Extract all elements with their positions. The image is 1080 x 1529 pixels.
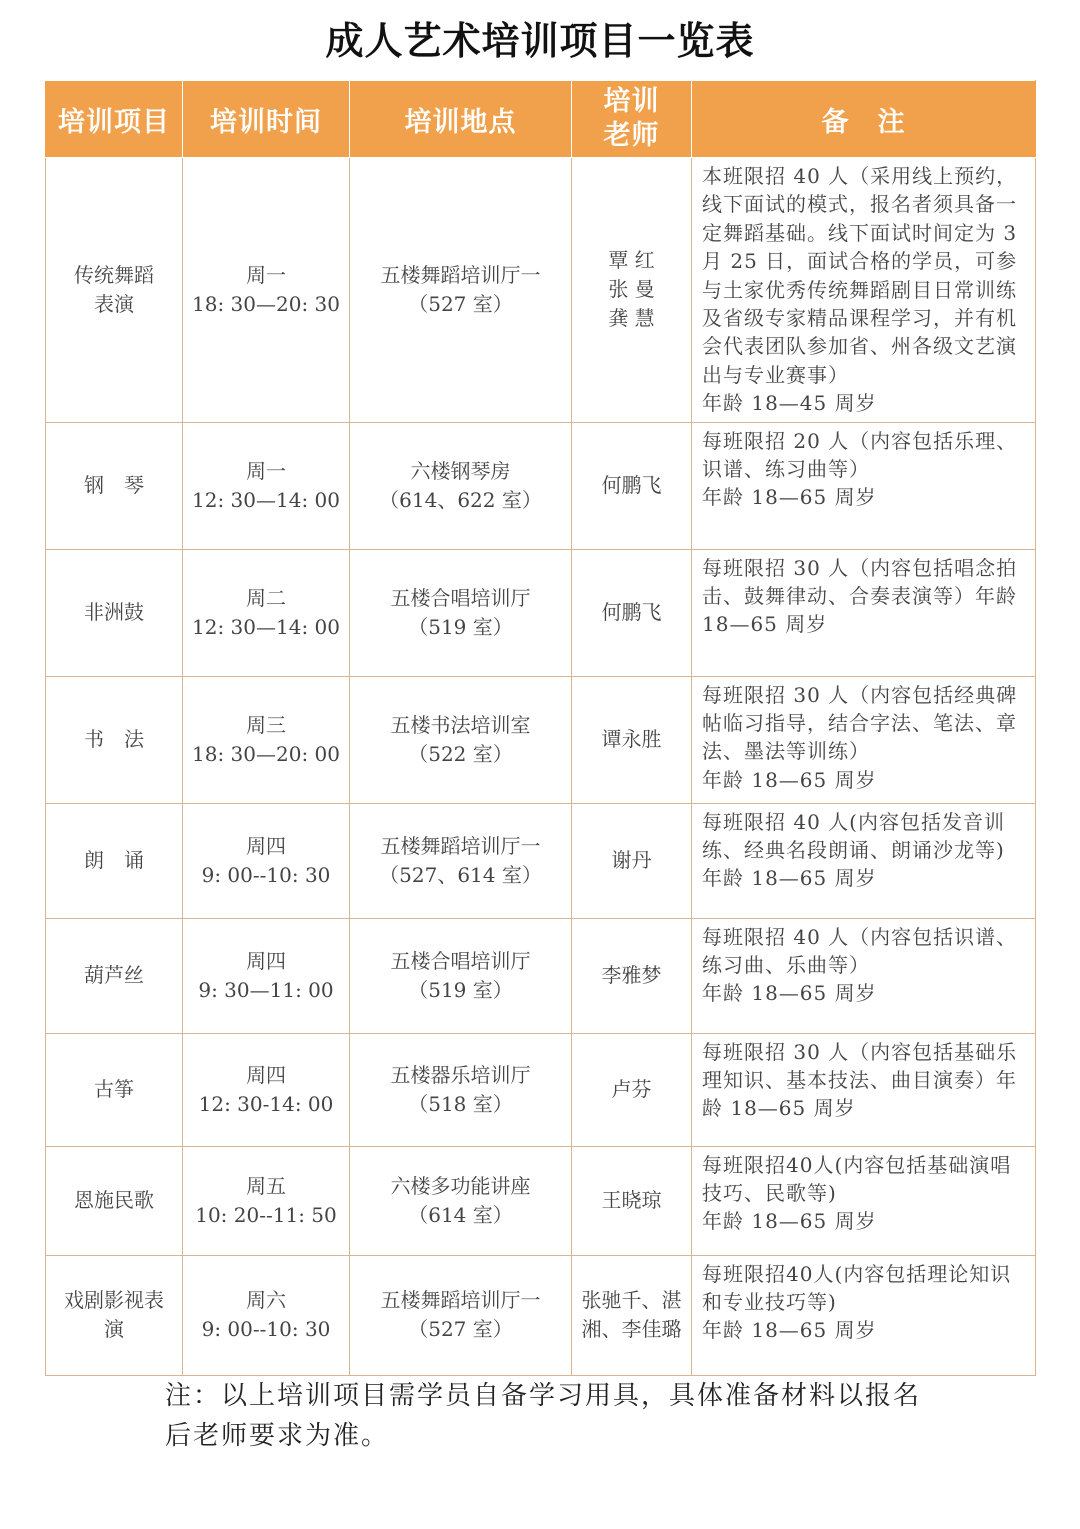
cell-note: 每班限招 40 人（内容包括识谱、练习曲、乐曲等） 年龄 18—65 周岁 xyxy=(692,918,1036,1033)
table-row xyxy=(46,549,1036,676)
cell-location: 六楼钢琴房 （614、622 室） xyxy=(350,422,572,549)
cell-item: 传统舞蹈 表演 xyxy=(46,158,183,423)
table-row xyxy=(46,1255,1036,1375)
cell-teacher: 何鹏飞 xyxy=(572,422,692,549)
cell-item: 恩施民歌 xyxy=(46,1146,183,1255)
cell-teacher: 王晓琼 xyxy=(572,1146,692,1255)
cell-note: 每班限招 30 人（内容包括基础乐理知识、基本技法、曲目演奏）年龄 18—65 周岁 xyxy=(692,1033,1036,1146)
cell-note: 每班限招 30 人（内容包括经典碑帖临习指导，结合字法、笔法、章法、墨法等训练） 年龄 18—65 周岁 xyxy=(692,676,1036,803)
header-time: 培训时间 xyxy=(183,81,350,158)
page-title: 成人艺术培训项目一览表 xyxy=(325,18,755,63)
cell-time: 周四 12: 30-14: 00 xyxy=(183,1033,350,1146)
cell-teacher: 谢丹 xyxy=(572,803,692,918)
cell-location: 五楼舞蹈培训厅一 （527 室） xyxy=(350,158,572,423)
cell-teacher: 张驰千、湛 湘、李佳璐 xyxy=(572,1255,692,1375)
footer-note: 注：以上培训项目需学员自备学习用具，具体准备材料以报名后老师要求为准。 xyxy=(165,1381,922,1452)
cell-time: 周四 9: 30—11: 00 xyxy=(183,918,350,1033)
training-table xyxy=(45,80,1036,1376)
table-row xyxy=(46,676,1036,803)
cell-teacher: 李雅梦 xyxy=(572,918,692,1033)
table-row xyxy=(46,918,1036,1033)
cell-note: 每班限招 30 人（内容包括唱念拍击、鼓舞律动、合奏表演等）年龄 18—65 周岁 xyxy=(692,549,1036,676)
cell-item: 葫芦丝 xyxy=(46,918,183,1033)
table-row xyxy=(46,158,1036,423)
table-row xyxy=(46,422,1036,549)
cell-item: 古筝 xyxy=(46,1033,183,1146)
header-item: 培训项目 xyxy=(46,81,183,158)
cell-time: 周六 9: 00--10: 30 xyxy=(183,1255,350,1375)
header-teacher: 培训 老师 xyxy=(572,81,692,158)
cell-item: 朗 诵 xyxy=(46,803,183,918)
cell-time: 周二 12: 30—14: 00 xyxy=(183,549,350,676)
cell-note: 每班限招40人(内容包括理论知识和专业技巧等) 年龄 18—65 周岁 xyxy=(692,1255,1036,1375)
cell-time: 周一 18: 30—20: 30 xyxy=(183,158,350,423)
table-row xyxy=(46,1033,1036,1146)
cell-item: 非洲鼓 xyxy=(46,549,183,676)
cell-teacher: 何鹏飞 xyxy=(572,549,692,676)
cell-note: 每班限招40人(内容包括基础演唱技巧、民歌等) 年龄 18—65 周岁 xyxy=(692,1146,1036,1255)
cell-item: 书 法 xyxy=(46,676,183,803)
cell-location: 五楼书法培训室 （522 室） xyxy=(350,676,572,803)
cell-note: 每班限招 20 人（内容包括乐理、识谱、练习曲等） 年龄 18—65 周岁 xyxy=(692,422,1036,549)
cell-item: 钢 琴 xyxy=(46,422,183,549)
cell-teacher: 覃 红 张 曼 龚 慧 xyxy=(572,158,692,423)
cell-teacher: 卢芬 xyxy=(572,1033,692,1146)
header-location: 培训地点 xyxy=(350,81,572,158)
table-row xyxy=(46,803,1036,918)
cell-location: 五楼器乐培训厅 （518 室） xyxy=(350,1033,572,1146)
cell-item: 戏剧影视表 演 xyxy=(46,1255,183,1375)
cell-location: 五楼合唱培训厅 （519 室） xyxy=(350,549,572,676)
cell-time: 周一 12: 30—14: 00 xyxy=(183,422,350,549)
cell-teacher: 谭永胜 xyxy=(572,676,692,803)
cell-note: 本班限招 40 人（采用线上预约，线下面试的模式，报名者须具备一定舞蹈基础。线下面试时间定为 3 月 25 日，面试合格的学员，可参与土家优秀传统舞蹈剧目日常训练及省级专家精品课程学习，并有机会代表团队参加省、州各级文艺演出与专业赛事） 年龄 18—45 周岁 xyxy=(692,158,1036,423)
cell-note: 每班限招 40 人(内容包括发音训练、经典名段朗诵、朗诵沙龙等) 年龄 18—65 周岁 xyxy=(692,803,1036,918)
cell-time: 周三 18: 30—20: 00 xyxy=(183,676,350,803)
cell-location: 五楼舞蹈培训厅一 （527、614 室） xyxy=(350,803,572,918)
cell-location: 六楼多功能讲座 （614 室） xyxy=(350,1146,572,1255)
cell-time: 周五 10: 20--11: 50 xyxy=(183,1146,350,1255)
table-header-row xyxy=(46,81,1036,158)
cell-time: 周四 9: 00--10: 30 xyxy=(183,803,350,918)
header-note: 备 注 xyxy=(692,81,1036,158)
table-row xyxy=(46,1146,1036,1255)
cell-location: 五楼合唱培训厅 （519 室） xyxy=(350,918,572,1033)
cell-location: 五楼舞蹈培训厅一 （527 室） xyxy=(350,1255,572,1375)
